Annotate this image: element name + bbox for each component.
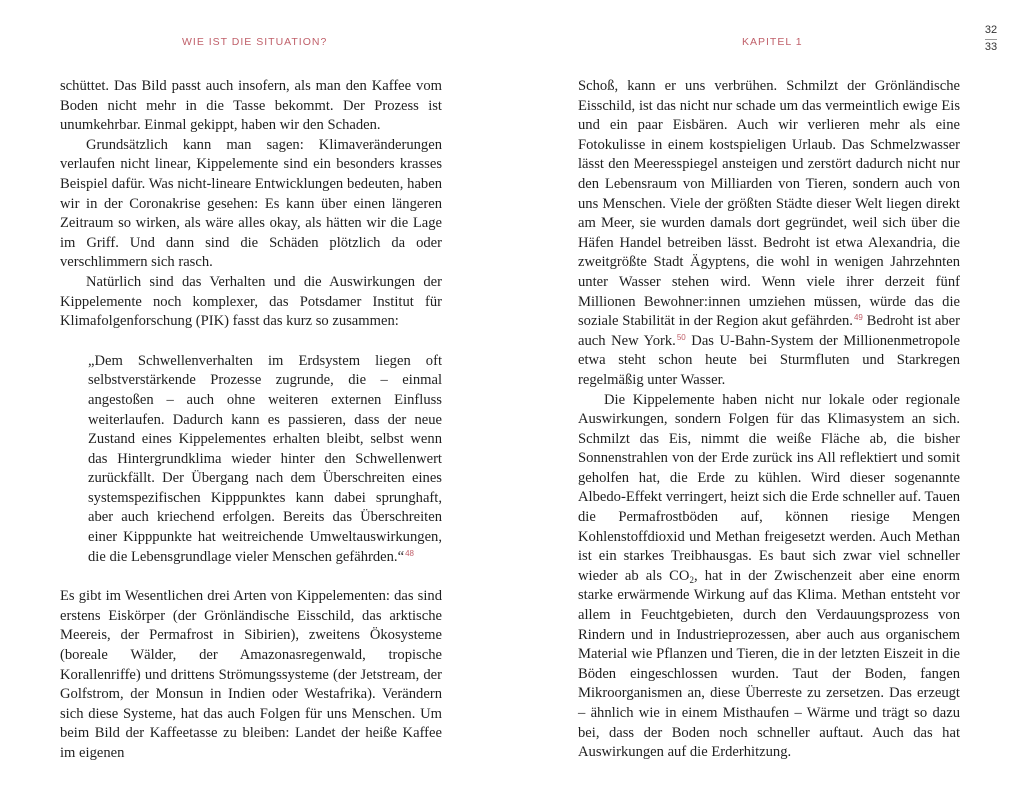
right-text-block — [578, 77, 960, 763]
left-text-block — [60, 77, 442, 764]
page-number-left: 32 — [984, 24, 998, 36]
footnote-marker[interactable]: 49 — [853, 313, 863, 323]
page-number-right: 33 — [984, 41, 998, 53]
running-head-left: WIE IST DIE SITUATION? — [182, 36, 328, 48]
paragraph-text: Schoß, kann er uns verbrühen. Schmilzt der Grönländische Eisschild, ist das nicht nur schade um das vermeintlich ewige Eis und ein paar Eisbären. Auch wir verlieren mehr als eine Fotokulisse in einem kostspieligen Urlaub. Das Schmelzwasser lässt den Meeresspiegel ansteigen und zerstört dadurch nicht nur den Lebensraum von Milliarden von Tieren, sondern auch von uns Menschen. Viele der größten Städte dieser Welt liegen direkt am Meer, sie wurden damals dort gegründet, weil sich über die Häfen Handel betreiben lässt. Bedroht ist etwa Alexandria, die zweitgrößte Stadt Ägyptens, die wohl in wenigen Jahrzehnten unter Wasser stehen wird. Wenn viele ihrer derzeit fünf Millionen Bewohner:innen umziehen müssen, würde das die soziale Stabilität in der Region akut gefährden. — [578, 78, 960, 330]
paragraph — [578, 77, 960, 391]
running-head-right: KAPITEL 1 — [742, 36, 803, 48]
paragraph: Natürlich sind das Verhalten und die Auswirkungen der Kippelemente noch komplexer, das Potsdamer Institut für Klimafolgenforschung (PIK) fasst das kurz so zusammen: — [60, 273, 442, 330]
paragraph — [578, 391, 960, 763]
footnote-marker[interactable]: 50 — [676, 332, 686, 342]
paragraph-text: Die Kippelemente haben nicht nur lokale oder regionale Auswirkungen, sondern Folgen für das Klimasystem an sich. Schmilzt das Eis, nimmt die weiße Fläche ab, die bisher Sonnenstrahlen von der Erde zurück ins All reflektiert und somit geholfen hat, die Erde zu kühlen. Wird dieser sogenannte Albedo-Effekt verringert, heizt sich die Erde schneller auf. Tauen die Permafrostböden auf, können riesige Mengen Kohlenstoffdioxid und Methan freigesetzt werden. Auch Methan ist ein starkes Treibhausgas. Es baut sich zwar viel schneller wieder ab als CO — [578, 391, 960, 584]
subscript: 2 — [689, 574, 694, 585]
paragraph-text: Das U-Bahn-System der Millionenmetropole etwa steht schon heute bei Sturmfluten und Starkregen regelmäßig unter Wasser. — [578, 332, 960, 388]
paragraph-text: Bedroht ist aber auch New York. — [578, 313, 960, 349]
quote-text: „Dem Schwellenverhalten im Erdsystem liegen oft selbstverstärkende Prozesse zugrunde, die – einmal angestoßen – auch ohne weiteren externen Einfluss weiterlaufen. Dadurch kann es passieren, dass der neue Zustand eines Kippelementes erhalten bleibt, selbst wenn das Hintergrundklima wieder hinter den Schwellenwert zurückfällt. Der Übergang nach dem Überschreiten eines systemspezifischen Kipppunktes kann dabei sprunghaft, aber auch kriechend erfolgen. Bereits das Überschreiten einer Kipppunkte hat weitreichende Umweltauswirkungen, die die Lebensgrundlage vieler Menschen gefährden.“ — [88, 352, 442, 565]
paragraph: schüttet. Das Bild passt auch insofern, als man den Kaffee vom Boden nicht mehr in die Tasse bekommt. Der Prozess ist unumkehrbar. Einmal gekippt, haben wir den Schaden. — [60, 78, 442, 134]
page-number-divider — [985, 39, 997, 40]
footnote-marker[interactable]: 48 — [405, 548, 414, 558]
page-numbers — [976, 24, 1006, 54]
block-quote — [88, 352, 442, 568]
right-page — [510, 0, 1020, 794]
paragraph: Es gibt im Wesentlichen drei Arten von Kippelementen: das sind erstens Eiskörper (der Grönländische Eisschild, das arktische Meereis, der Permafrost in Sibirien), zweitens Ökosysteme (boreale Wälder, der Amazonasregenwald, tropische Korallenriffe) und drittens Strömungssysteme (der Jetstream, der Golfstrom, der Monsun in Indien oder Westafrika). Verändern sich diese Systeme, hat das auch Folgen für uns Menschen. Um beim Bild der Kaffeetasse zu bleiben: Landet der heiße Kaffee im eigenen — [60, 588, 442, 761]
paragraph: Grundsätzlich kann man sagen: Klimaveränderungen verlaufen nicht linear, Kippelemente sind ein besonders krasses Beispiel dafür. Was nicht-lineare Entwicklungen bedeuten, haben wir in der Coronakrise gesehen: Es kann über einen längeren Zeitraum so wirken, als wäre alles okay, als hätten wir die Lage im Griff. Und dann sind die Schäden plötzlich da oder verschlimmern sich rasch. — [60, 136, 442, 271]
paragraph-text: , hat in der Zwischenzeit aber eine enorm starke erwärmende Wirkung auf das Klima. Methan entsteht vor allem in Feuchtgebieten, durch den Verdauungsprozess von Rindern und in Industrieprozessen, aber auch aus organischem Material wie Pflanzen und Tieren, die in der letzten Eiszeit in die Böden eingeschlossen wurden. Taut der Boden, fangen Mikroorganismen an, diese Überreste zu zersetzen. Das erzeugt – ähnlich wie in einem Misthaufen – Wärme und trägt so dazu bei, dass der Boden noch schneller auftaut. Auch das hat Auswirkungen auf die Erderhitzung. — [578, 567, 960, 761]
